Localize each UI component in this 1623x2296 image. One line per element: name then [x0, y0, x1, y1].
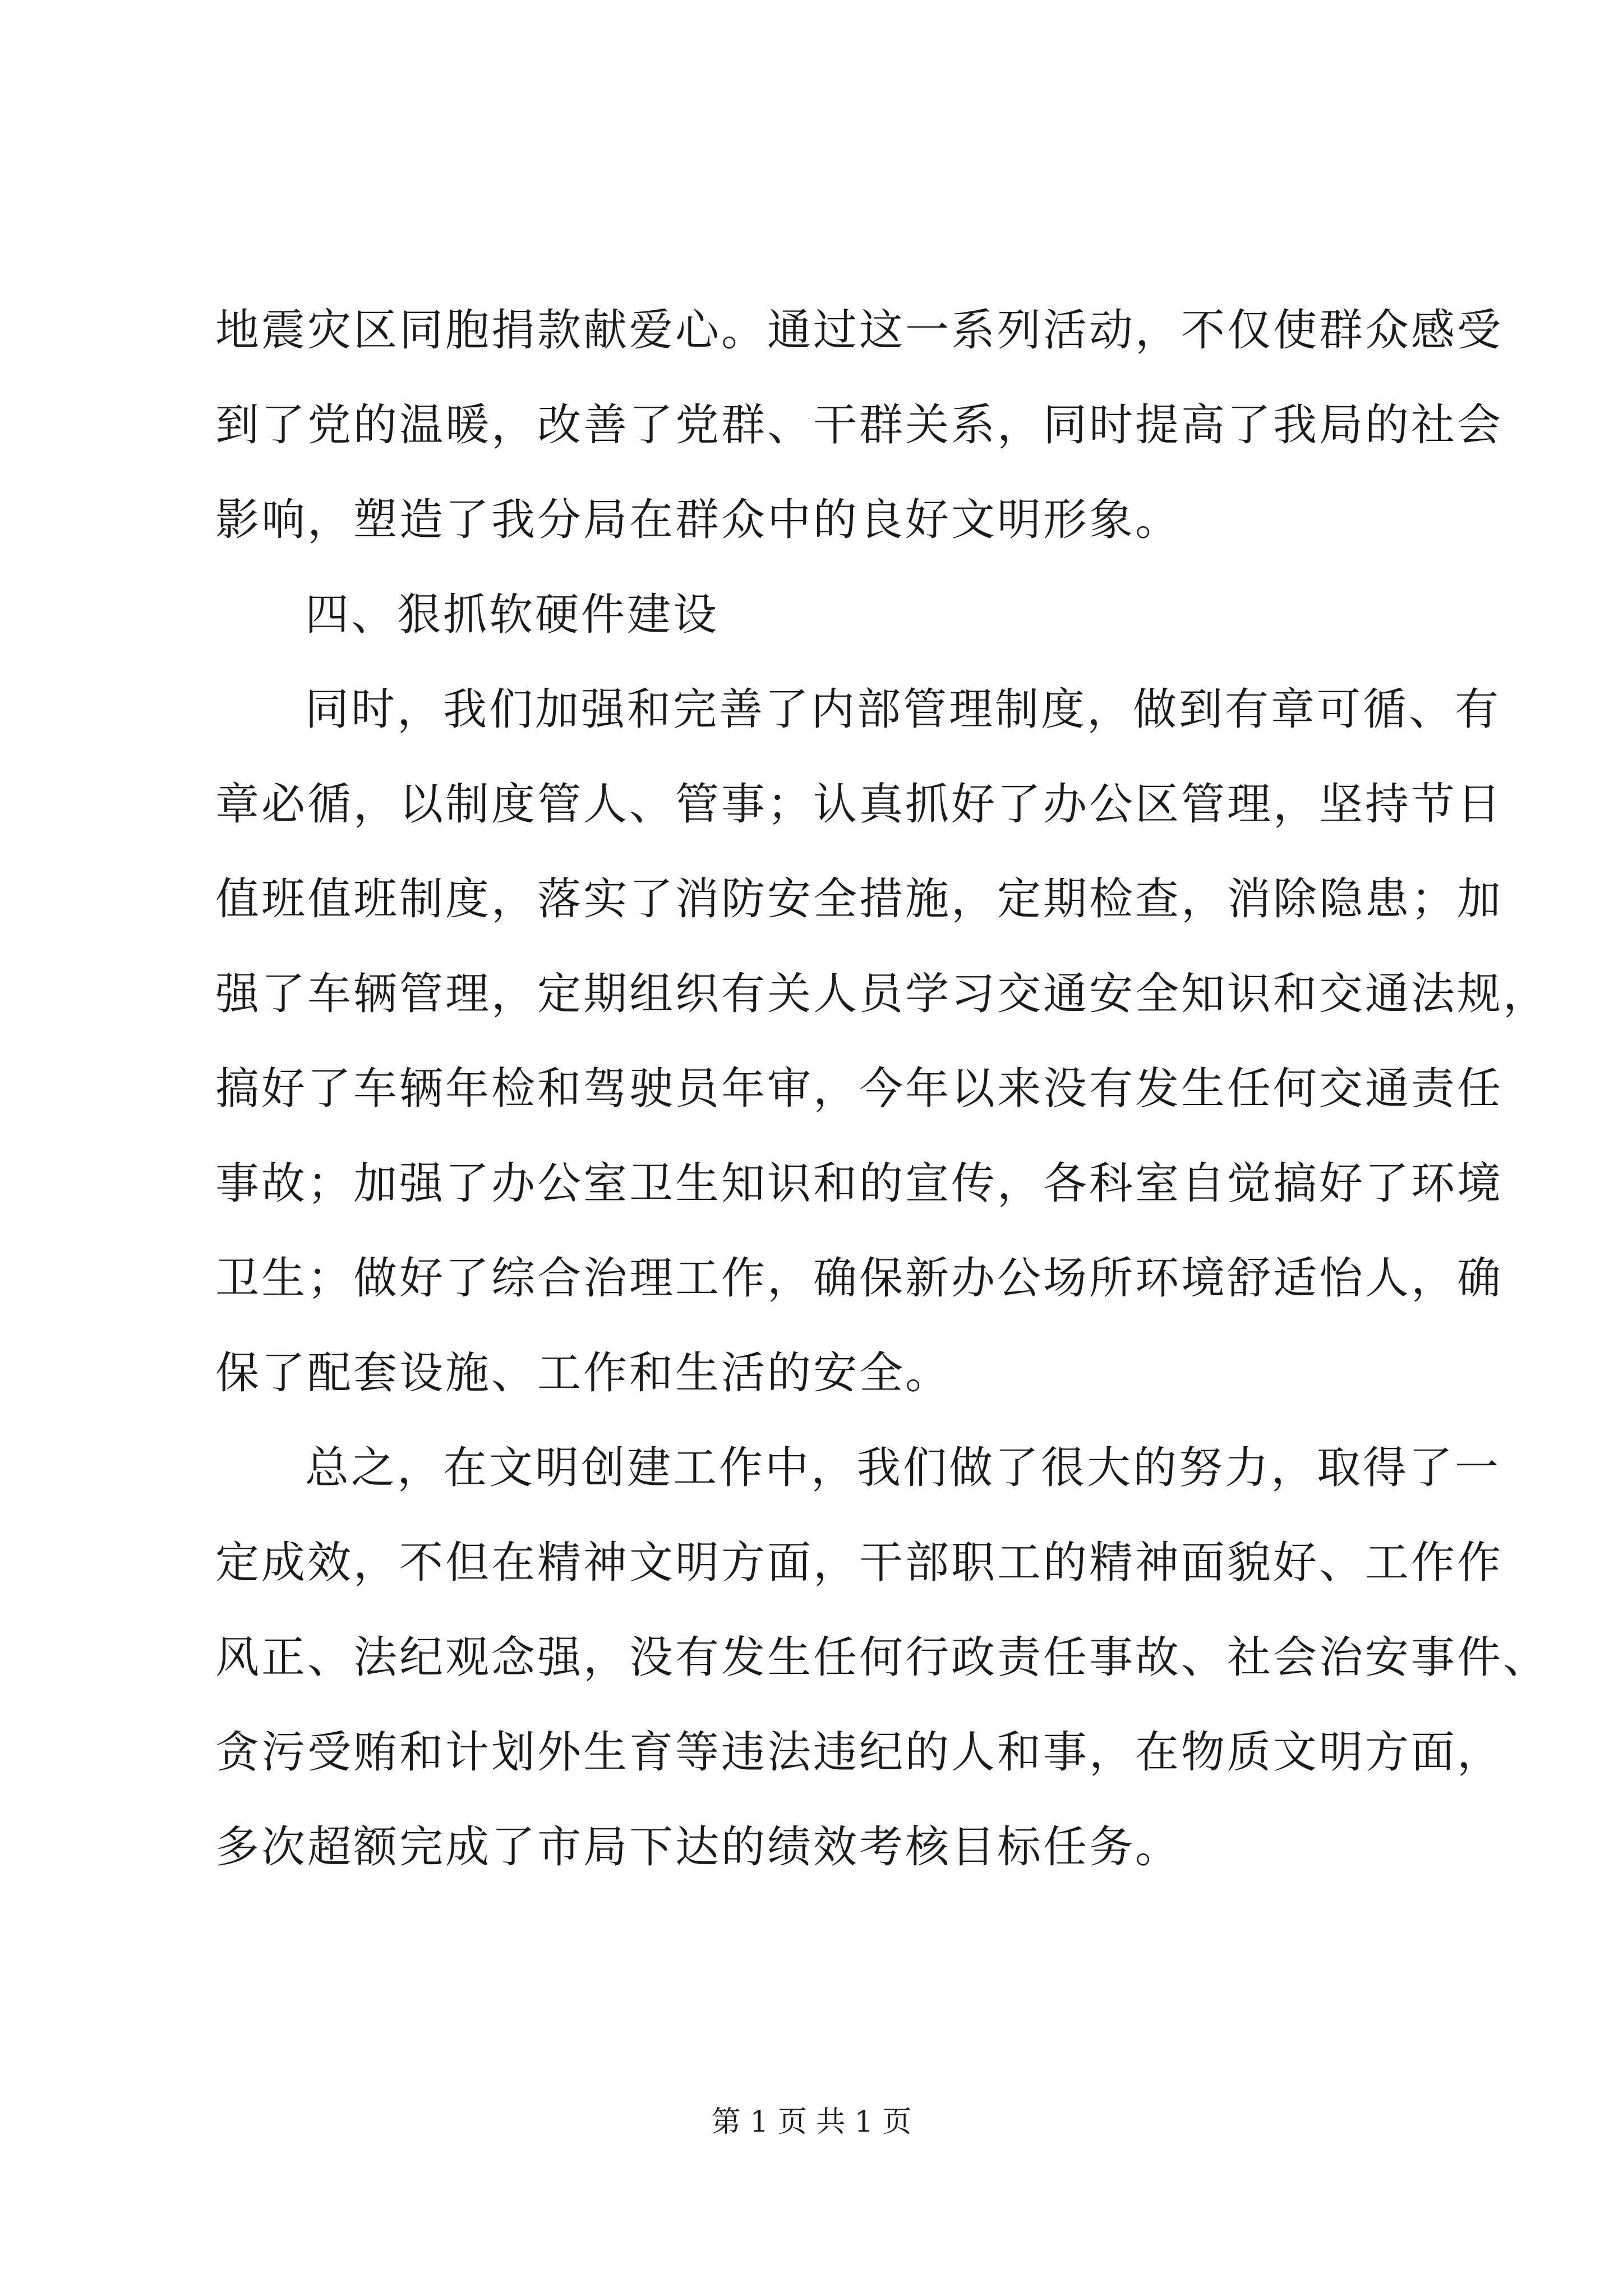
text-line: 定成效，不但在精神文明方面，干部职工的精神面貌好、工作作: [215, 1538, 1504, 1588]
paragraph-summary: [215, 1421, 1550, 1895]
page-footer: [0, 2098, 1623, 2140]
text-line: 影响，塑造了我分局在群众中的良好文明形象。: [215, 495, 1182, 545]
text-line: 搞好了车辆年检和驾驶员年审，今年以来没有发生任何交通责任: [215, 1064, 1504, 1114]
text-line: 强了车辆管理，定期组织有关人员学习交通安全知识和交通法规，: [215, 969, 1550, 1019]
document-body: [215, 283, 1550, 1895]
text-line: 地震灾区同胞捐款献爱心。通过这一系列活动，不仅使群众感受: [215, 305, 1504, 356]
text-line: 保了配套设施、工作和生活的安全。: [215, 1348, 952, 1398]
text-line: 到了党的温暖，改善了党群、干群关系，同时提高了我局的社会: [215, 400, 1504, 450]
text-line: 总之，在文明创建工作中，我们做了很大的努力，取得了一: [305, 1443, 1501, 1493]
text-line: 事故；加强了办公室卫生知识和的宣传，各科室自觉搞好了环境: [215, 1158, 1504, 1209]
section-heading-text: 四、狠抓软硬件建设: [305, 590, 720, 640]
page-number-label: 第 1 页 共 1 页: [711, 2105, 912, 2139]
text-line: 值班值班制度，落实了消防安全措施，定期检查，消除隐患；加: [215, 874, 1504, 924]
text-line: 多次超额完成了市局下达的绩效考核目标任务。: [215, 1822, 1182, 1872]
text-line: 同时，我们加强和完善了内部管理制度，做到有章可循、有: [305, 684, 1501, 735]
text-line: 风正、法纪观念强，没有发生任何行政责任事故、社会治安事件、: [215, 1632, 1550, 1683]
text-line: 贪污受贿和计划外生育等违法违纪的人和事，在物质文明方面，: [215, 1727, 1504, 1778]
paragraph-continuation: [215, 283, 1504, 568]
text-line: 卫生；做好了综合治理工作，确保新办公场所环境舒适怡人，确: [215, 1253, 1504, 1304]
text-line: 章必循，以制度管人、管事；认真抓好了办公区管理，坚持节日: [215, 779, 1504, 830]
paragraph-management: [215, 662, 1550, 1421]
section-heading: [215, 568, 1438, 662]
